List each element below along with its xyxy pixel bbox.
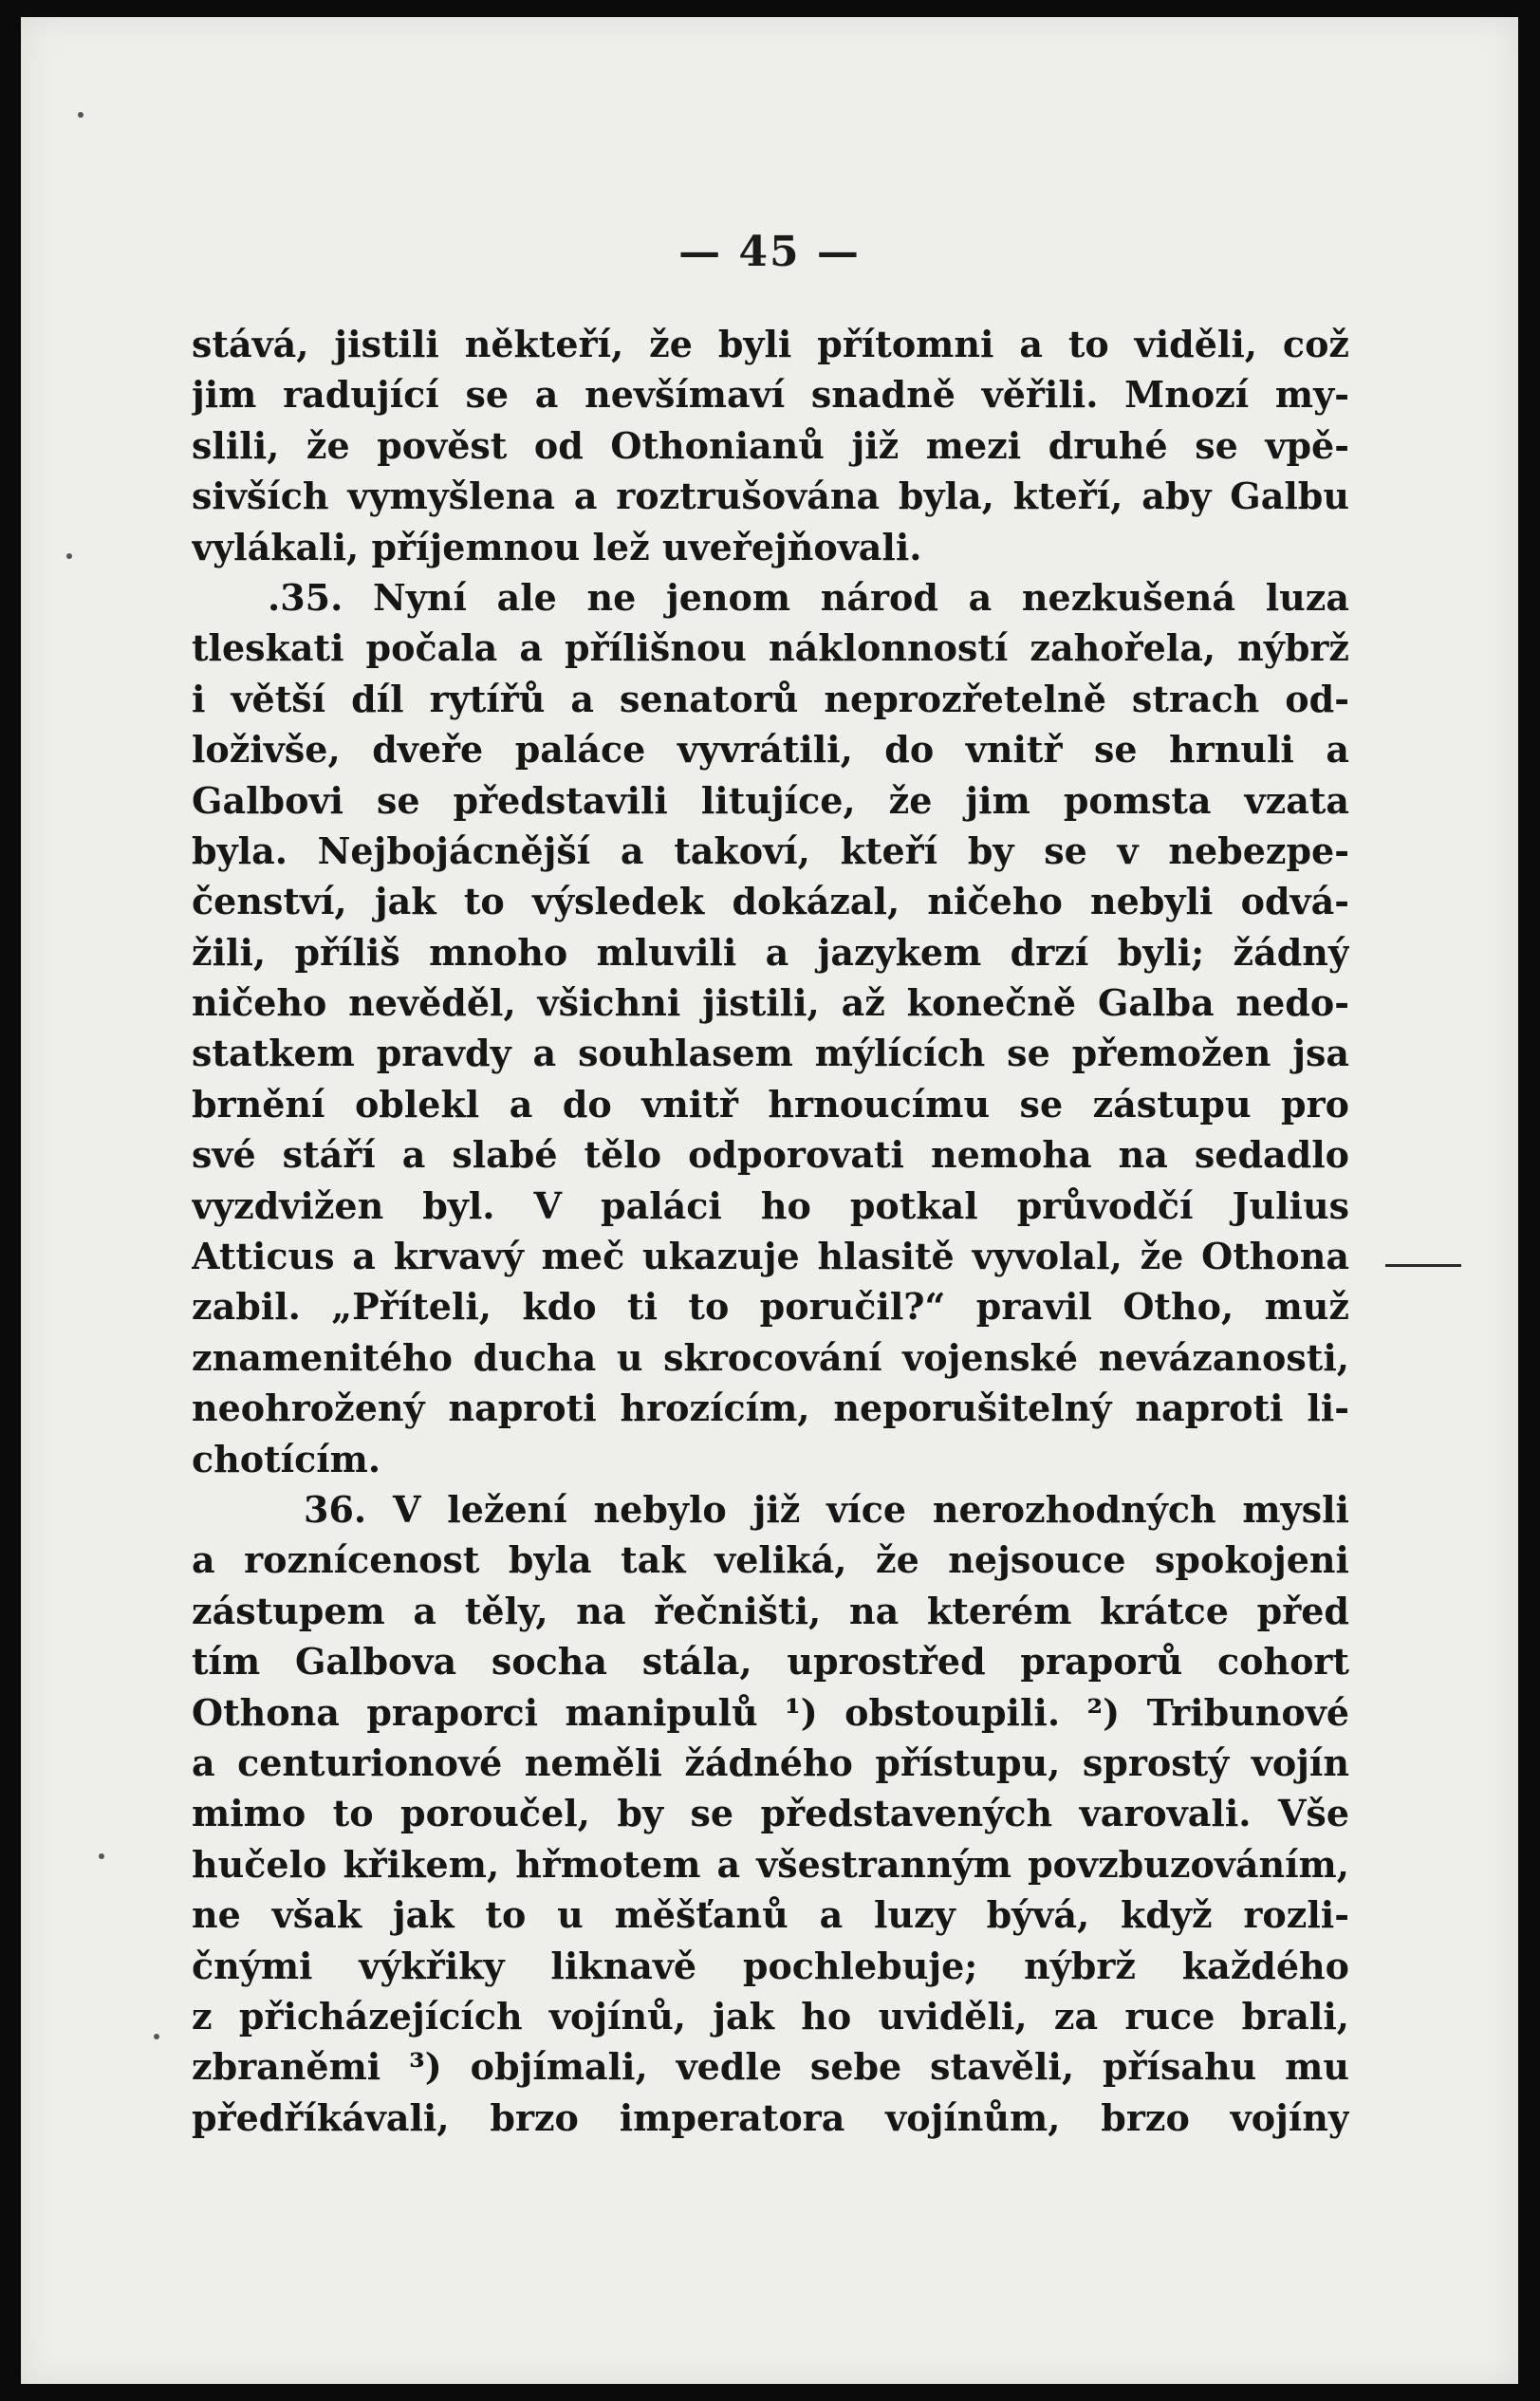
paper-speck bbox=[66, 553, 72, 559]
text-line: znamenitého ducha u skrocování vojenské nevázanosti, bbox=[192, 1335, 1349, 1379]
text-line: zabil. „Příteli, kdo ti to poručil?“ pravil Otho, muž bbox=[192, 1285, 1349, 1329]
text-line: slili, že pověst od Othonianů již mezi druhé se vpě- bbox=[192, 423, 1349, 467]
text-line: čenství, jak to výsledek dokázal, ničeho nebyli odvá- bbox=[192, 880, 1349, 923]
text-line: čnými výkřiky liknavě pochlebuje; nýbrž každého bbox=[192, 1944, 1349, 1987]
paper-speck bbox=[99, 1853, 104, 1859]
text-line: neohrožený naproti hrozícím, neporušitelný naproti li- bbox=[192, 1387, 1349, 1430]
text-line: žili, příliš mnoho mluvili a jazykem drzí byli; žádný bbox=[192, 930, 1349, 974]
text-line: hučelo křikem, hřmotem a všestranným povzbuzováním, bbox=[192, 1842, 1349, 1886]
text-line: předříkávali, brzo imperatora vojínům, brzo vojíny bbox=[192, 2095, 1349, 2139]
text-line: z přicházejících vojínů, jak ho uviděli, za ruce brali, bbox=[192, 1994, 1349, 2038]
text-line: ne však jak to u měšťanů a luzy bývá, když rozli- bbox=[192, 1893, 1349, 1937]
text-line: stává, jistili někteří, že byli přítomni a to viděli, což bbox=[192, 323, 1349, 365]
text-line: tím Galbova socha stála, uprostřed praporů cohort bbox=[192, 1640, 1349, 1684]
text-line: i větší díl rytířů a senatorů neprozřetelně strach od- bbox=[192, 677, 1349, 720]
text-line: Galbovi se představili litujíce, že jim pomsta vzata bbox=[192, 778, 1349, 822]
text-line: brnění oblekl a do vnitř hrnoucímu se zástupu pro bbox=[192, 1082, 1349, 1126]
text-line: Atticus a krvavý meč ukazuje hlasitě vyvolal, že Othona bbox=[192, 1235, 1349, 1278]
text-line: a centurionové neměli žádného přístupu, sprostý vojín bbox=[192, 1740, 1349, 1784]
text-line: vyzdvižen byl. V paláci ho potkal průvodčí Julius bbox=[192, 1183, 1349, 1227]
book-page bbox=[21, 17, 1518, 2384]
text-line: statkem pravdy a souhlasem mýlících se přemožen jsa bbox=[192, 1032, 1349, 1075]
text-line: sivších vymyšlena a roztrušována byla, kteří, aby Galbu bbox=[192, 475, 1349, 518]
text-line: ničeho nevěděl, všichni jistili, až konečně Galba nedo- bbox=[192, 981, 1349, 1025]
paragraph-start-line: .35. Nyní ale ne jenom národ a nezkušená luza bbox=[268, 575, 1349, 619]
margin-mark bbox=[1385, 1264, 1461, 1267]
text-line: jim radující se a nevšímaví snadně věřili. Mnozí my- bbox=[192, 373, 1349, 417]
text-line: a roznícenost byla tak veliká, že nejsouce spokojeni bbox=[192, 1538, 1349, 1582]
text-line: byla. Nejbojácnější a takoví, kteří by se v nebezpe- bbox=[192, 828, 1349, 872]
paper-speck bbox=[78, 112, 83, 118]
body-text bbox=[192, 319, 1349, 2143]
text-line: své stáří a slabé tělo odporovati nemoha na sedadlo bbox=[192, 1133, 1349, 1177]
page-number: — 45 — bbox=[678, 228, 861, 276]
paragraph-start-line: 36. V ležení nebylo již více nerozhodných mysli bbox=[304, 1487, 1349, 1531]
text-line: Othona praporci manipulů ¹) obstoupili. ²) Tribunové bbox=[192, 1690, 1349, 1734]
text-line: tleskati počala a přílišnou náklonností zahořela, nýbrž bbox=[192, 626, 1349, 670]
text-line: vylákali, příjemnou lež uveřejňovali. bbox=[192, 525, 922, 568]
text-line: chotícím. bbox=[192, 1437, 381, 1480]
text-line: loživše, dveře paláce vyvrátili, do vnitř se hrnuli a bbox=[192, 728, 1349, 772]
text-line: zbraněmi ³) objímali, vedle sebe stavěli, přísahu mu bbox=[192, 2045, 1349, 2089]
text-line: zástupem a těly, na řečništi, na kterém krátce před bbox=[192, 1589, 1349, 1632]
paper-speck bbox=[154, 2034, 159, 2039]
text-line: mimo to poroučel, by se představených varovali. Vše bbox=[192, 1792, 1349, 1835]
